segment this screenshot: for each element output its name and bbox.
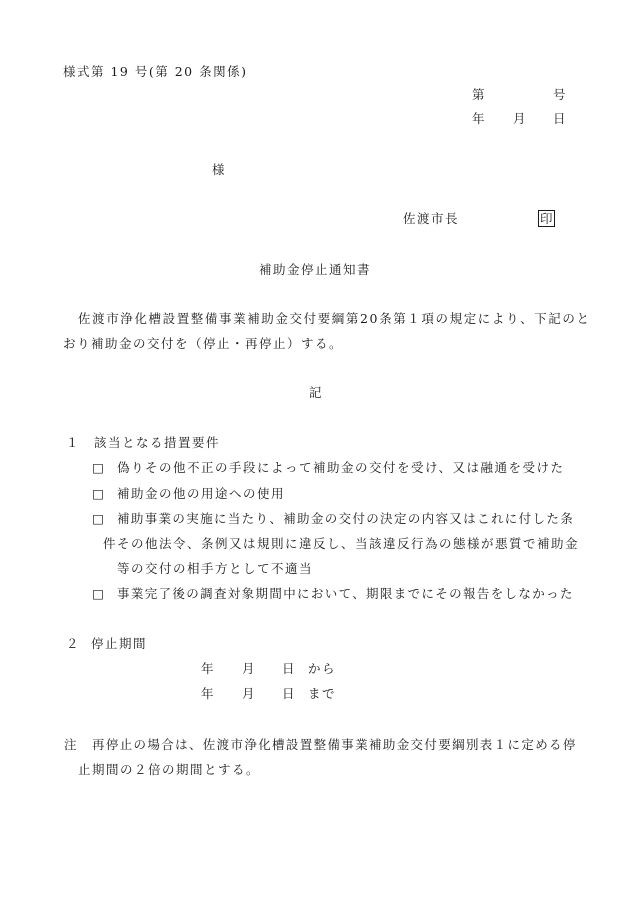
period-to-month: 月	[242, 686, 257, 701]
period-to-day: 日	[282, 686, 297, 701]
checkbox-icon: □	[92, 486, 104, 501]
period-from-month: 月	[242, 661, 257, 676]
requirement-4-line-1: 事業完了後の調査対象期間中において、期限までにその報告をしなかった	[117, 586, 574, 601]
section-2-number: ２	[66, 636, 81, 651]
form-number: 様式第 19 号(第 20 条関係)	[63, 64, 248, 79]
checkbox-icon: □	[92, 586, 104, 601]
ki-heading: 記	[309, 385, 324, 400]
section-1-number: １	[66, 435, 81, 450]
seal-stamp	[538, 210, 555, 227]
requirement-3-line-1: 補助事業の実施に当たり、補助金の交付の決定の内容又はこれに付した条	[117, 511, 575, 526]
note-line-2: 止期間の２倍の期間とする。	[78, 762, 261, 777]
period-from-year: 年	[201, 661, 216, 676]
period-to-year: 年	[201, 686, 216, 701]
sender-title: 佐渡市長	[403, 211, 460, 226]
seal-mark: 印	[540, 211, 553, 226]
checkbox-icon: □	[92, 511, 104, 526]
checkbox-2	[92, 486, 104, 502]
date-day-label: 日	[553, 111, 568, 126]
document-number-prefix: 第	[472, 87, 487, 102]
period-to-suffix: まで	[308, 686, 337, 701]
checkbox-4	[92, 586, 104, 602]
section-2-heading: 停止期間	[91, 636, 148, 651]
requirement-3-line-2: 件その他法令、条例又は規則に違反し、当該違反行為の態様が悪質で補助金	[103, 536, 580, 551]
period-from-day: 日	[282, 661, 297, 676]
requirement-2-line-1: 補助金の他の用途への使用	[117, 486, 286, 501]
requirement-1-line-1: 偽りその他不正の手段によって補助金の交付を受け、又は融通を受けた	[117, 460, 565, 475]
checkbox-icon: □	[92, 460, 104, 475]
section-1-heading: 該当となる措置要件	[94, 435, 221, 450]
note-line-1: 再停止の場合は、佐渡市浄化槽設置整備事業補助金交付要綱別表１に定める停	[92, 737, 577, 752]
document-title: 補助金停止通知書	[259, 262, 372, 277]
period-from-suffix: から	[308, 661, 337, 676]
checkbox-1	[92, 460, 104, 476]
body-line-2: おり補助金の交付を（停止・再停止）する。	[63, 336, 344, 351]
note-label: 注	[64, 737, 79, 752]
checkbox-3	[92, 511, 104, 527]
date-year-label: 年	[472, 111, 487, 126]
document-number-suffix: 号	[553, 87, 568, 102]
addressee-honorific: 様	[212, 162, 227, 177]
requirement-3-line-3: 等の交付の相手方として不適当	[117, 561, 314, 576]
body-line-1: 佐渡市浄化槽設置整備事業補助金交付要綱第20条第１項の規定により、下記のと	[78, 311, 591, 326]
date-month-label: 月	[513, 111, 528, 126]
